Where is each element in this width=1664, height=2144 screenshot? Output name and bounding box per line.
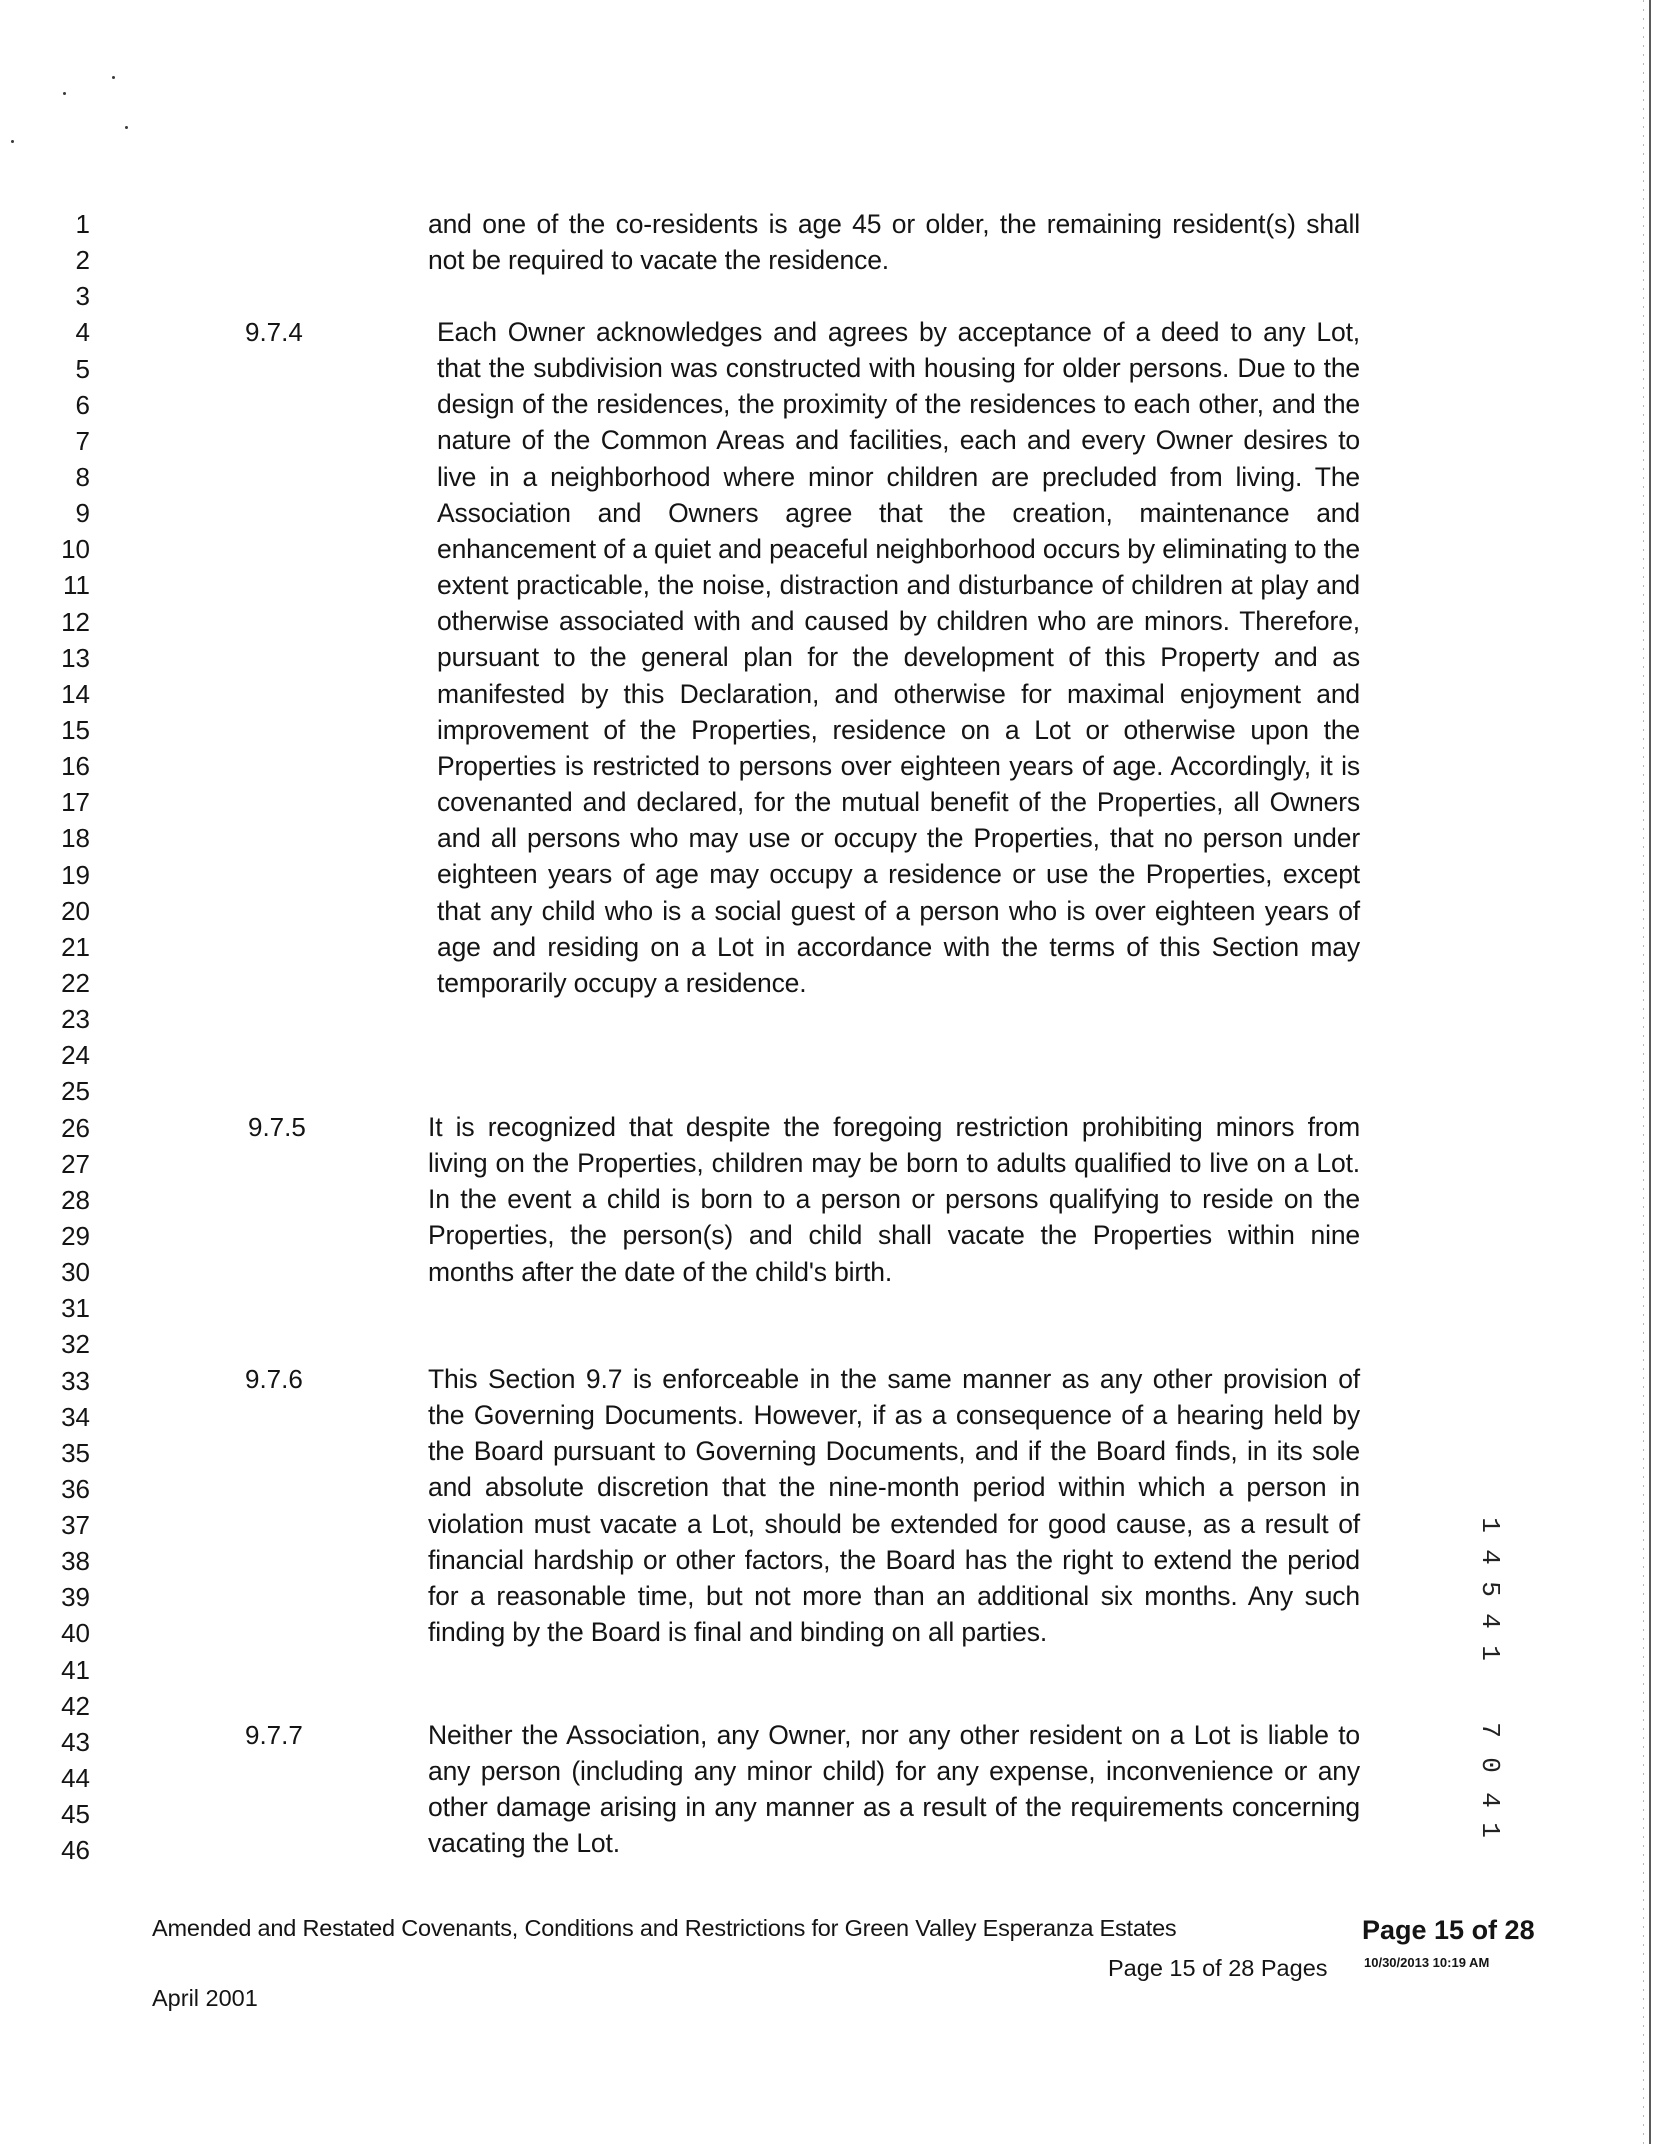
line-number: 46	[61, 1835, 90, 1866]
line-number: 33	[61, 1365, 90, 1396]
section-number: 9.7.7	[245, 1720, 303, 1750]
line-number: 21	[61, 931, 90, 962]
line-number: 39	[61, 1582, 90, 1613]
stamp-digit: 4	[1475, 1549, 1505, 1565]
line-number: 19	[61, 859, 90, 890]
stamp-digit: 0	[1475, 1757, 1505, 1773]
continuation-text: and one of the co-residents is age 45 or older, the remaining resident(s) shall not be required to vacate the residence.	[428, 209, 1360, 276]
line-number: 28	[61, 1184, 90, 1215]
footer-document-title: Amended and Restated Covenants, Conditions and Restrictions for Green Valley Esperanza Estates	[152, 1915, 1177, 1941]
section-number: 9.7.6	[245, 1364, 303, 1394]
line-number: 14	[61, 678, 90, 709]
line-number: 30	[61, 1257, 90, 1288]
section-number: 9.7.4	[245, 317, 303, 347]
footer-timestamp: 10/30/2013 10:19 AM	[1364, 1955, 1490, 1970]
line-number: 45	[61, 1799, 90, 1830]
line-number: 26	[61, 1112, 90, 1143]
footer-pages-label: Page 15 of 28 Pages	[1108, 1955, 1328, 1981]
line-number-column	[40, 206, 90, 1868]
line-number: 17	[61, 787, 90, 818]
line-number: 44	[61, 1763, 90, 1794]
line-number: 24	[61, 1040, 90, 1071]
recording-number-stamp	[1468, 1510, 1508, 1838]
stamp-digit: 1	[1475, 1517, 1505, 1533]
stamp-digit: 4	[1475, 1613, 1505, 1629]
stamp-digit: 1	[1475, 1645, 1505, 1661]
line-number: 18	[61, 823, 90, 854]
line-number: 38	[61, 1546, 90, 1577]
line-number: 6	[75, 389, 90, 420]
line-number: 22	[61, 967, 90, 998]
line-number: 27	[61, 1148, 90, 1179]
line-number: 9	[75, 498, 90, 529]
line-number: 37	[61, 1510, 90, 1541]
line-number: 29	[61, 1220, 90, 1251]
line-number: 4	[75, 317, 90, 348]
stamp-digit: 1	[1475, 1822, 1505, 1838]
section-text: It is recognized that despite the foregoing restriction prohibiting minors from living on the Properties, children may be born to adults qualified to live on a Lot. In the event a child is born to a person or persons qualifying to reside on the Properties, the person(s) and child shall vacate the Properties within nine months after the date of the child's birth.	[428, 1112, 1360, 1287]
line-number: 10	[61, 534, 90, 565]
line-number: 35	[61, 1437, 90, 1468]
line-number: 3	[75, 281, 90, 312]
line-number: 11	[63, 570, 90, 601]
line-number: 12	[61, 606, 90, 637]
section-text: Neither the Association, any Owner, nor any other resident on a Lot is liable to any person (including any minor child) for any expense, inconvenience or any other damage arising in any manner as a result of the requirements concerning vacating the Lot.	[428, 1720, 1360, 1859]
line-number: 15	[61, 714, 90, 745]
line-number: 31	[61, 1293, 90, 1324]
line-number: 7	[75, 425, 90, 456]
line-number: 42	[61, 1690, 90, 1721]
scan-speck	[11, 140, 14, 143]
footer-page-label: Page 15 of 28	[1362, 1915, 1535, 1945]
line-number: 25	[61, 1076, 90, 1107]
line-number: 40	[61, 1618, 90, 1649]
line-number: 20	[61, 895, 90, 926]
stamp-digit: 5	[1475, 1581, 1505, 1597]
footer-date: April 2001	[152, 1985, 258, 2011]
section-text: Each Owner acknowledges and agrees by acceptance of a deed to any Lot, that the subdivision was constructed with housing for older persons. Due to the design of the residences, the proximity of the residences to each other, and the nature of the Common Areas and facilities, each and every Owner desires to live in a neighborhood where minor children are precluded from living. The Association and Owners agree that the creation, maintenance and enhancement of a quiet and peaceful neighborhood occurs by eliminating to the extent practicable, the noise, distraction and disturbance of children at play and otherwise associated with and caused by children who are minors. Therefore, pursuant to the general plan for the development of this Property and as manifested by this Declaration, and otherwise for maximal enjoyment and improvement of the Properties, residence on a Lot or otherwise upon the Properties is restricted to persons over eighteen years of age. Accordingly, it is covenanted and declared, for the mutual benefit of the Properties, all Owners and all persons who may use or occupy the Properties, that no person under eighteen years of age may occupy a residence or use the Properties, except that any child who is a social guest of a person who is over eighteen years of age and residing on a Lot in accordance with the terms of this Section may temporarily occupy a residence.	[437, 317, 1360, 998]
scan-speck	[112, 76, 115, 79]
line-number: 32	[61, 1329, 90, 1360]
line-number: 23	[61, 1004, 90, 1035]
line-number: 16	[61, 751, 90, 782]
line-number: 13	[61, 642, 90, 673]
stamp-digit: 4	[1475, 1792, 1505, 1808]
line-number: 8	[75, 461, 90, 492]
line-number: 43	[61, 1726, 90, 1757]
scan-edge-dots	[1643, 0, 1644, 2144]
scan-speck	[125, 126, 128, 129]
scan-speck	[63, 92, 66, 95]
stamp-digit: 7	[1475, 1722, 1505, 1738]
line-number: 36	[61, 1473, 90, 1504]
scan-edge-line	[1649, 0, 1651, 2144]
section-text: This Section 9.7 is enforceable in the same manner as any other provision of the Governing Documents. However, if as a consequence of a hearing held by the Board pursuant to Governing Documents, and if the Board finds, in its sole and absolute discretion that the nine-month period within which a person in violation must vacate a Lot, should be extended for good cause, as a result of financial hardship or other factors, the Board has the right to extend the period for a reasonable time, but not more than an additional six months. Any such finding by the Board is final and binding on all parties.	[428, 1364, 1360, 1648]
line-number: 41	[61, 1654, 90, 1685]
line-number: 2	[75, 245, 90, 276]
line-number: 5	[75, 353, 90, 384]
section-number: 9.7.5	[248, 1112, 306, 1142]
line-number: 1	[75, 209, 90, 239]
line-number: 34	[61, 1401, 90, 1432]
